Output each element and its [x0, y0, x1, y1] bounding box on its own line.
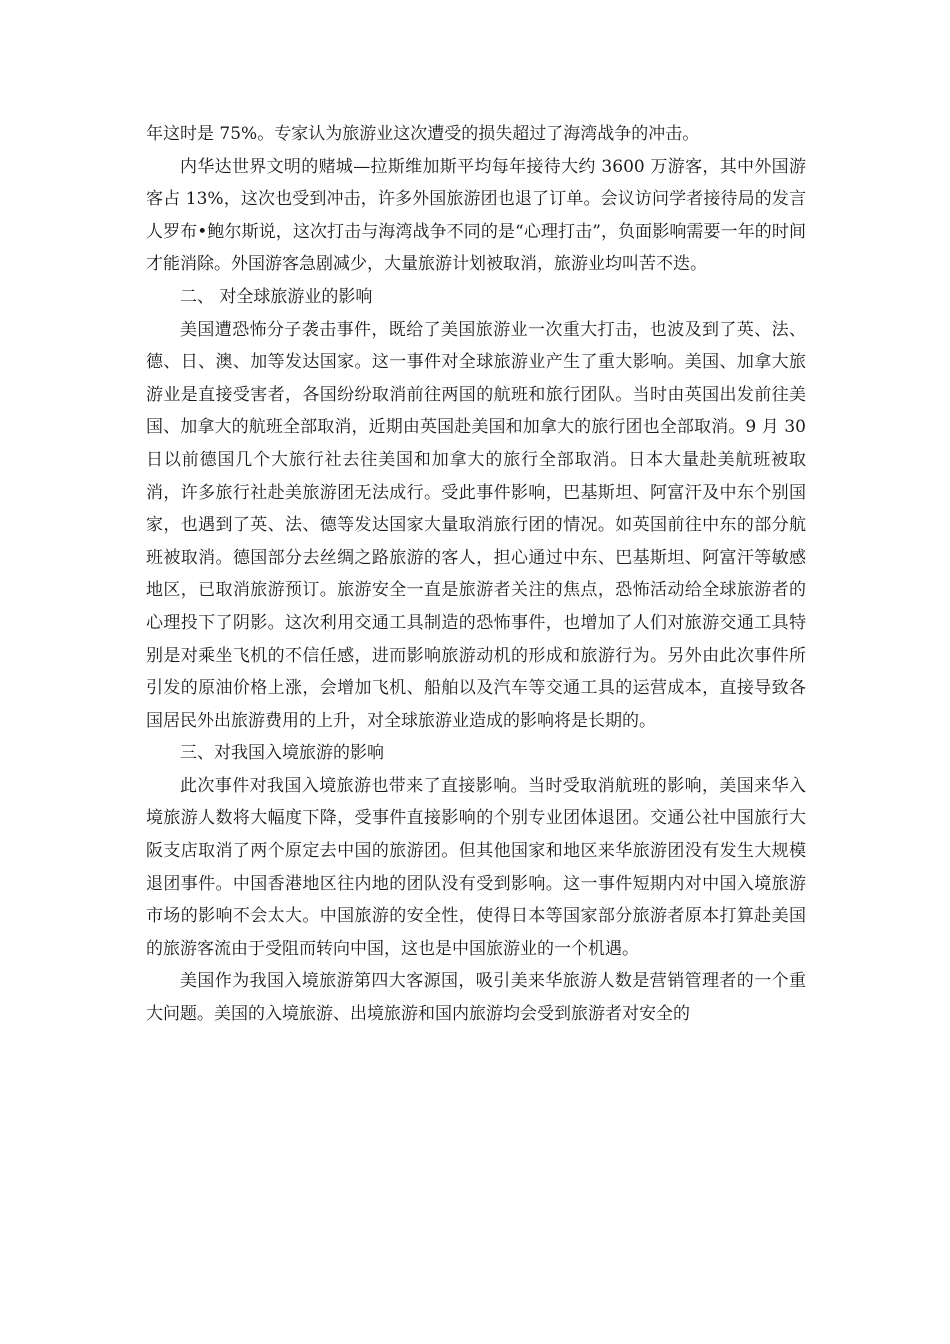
paragraph-global-impact: 美国遭恐怖分子袭击事件，既给了美国旅游业一次重大打击，也波及到了英、法、德、日、澳、加等发达国家。这一事件对全球旅游业产生了重大影响。美国、加拿大旅游业是直接受害者，各国纷纷取消前往两国的航班和旅行团队。当时由英国出发前往美国、加拿大的航班全部取消，近期由英国赴美国和加拿大的旅行团也全部取消。9 月 30 日以前德国几个大旅行社去往美国和加拿大的旅行全部取消。日本大量赴美航班被取消，许多旅行社赴美旅游团无法成行。受此事件影响，巴基斯坦、阿富汗及中东个别国家，也遇到了英、法、德等发达国家大量取消旅行团的情况。如英国前往中东的部分航班被取消。德国部分去丝绸之路旅游的客人，担心通过中东、巴基斯坦、阿富汗等敏感地区，已取消旅游预订。旅游安全一直是旅游者关注的焦点，恐怖活动给全球旅游者的心理投下了阴影。这次利用交通工具制造的恐怖事件，也增加了人们对旅游交通工具特别是对乘坐飞机的不信任感，进而影响旅游动机的形成和旅游行为。另外由此次事件所引发的原油价格上涨，会增加飞机、船舶以及汽车等交通工具的运营成本，直接导致各国居民外出旅游费用的上升，对全球旅游业造成的影响将是长期的。 — [146, 319, 806, 731]
paragraph-continuation: 年这时是 75%。专家认为旅游业这次遭受的损失超过了海湾战争的冲击。 — [146, 124, 700, 144]
paragraph-us-source-market: 美国作为我国入境旅游第四大客源国，吸引美来华旅游人数是营销管理者的一个重大问题。美国的入境旅游、出境旅游和国内旅游均会受到旅游者对安全的 — [146, 971, 806, 1025]
document-page — [146, 118, 806, 1031]
section-heading-global: 二、 对全球旅游业的影响 — [180, 286, 373, 307]
section-heading-china: 三、对我国入境旅游的影响 — [180, 743, 384, 764]
paragraph-las-vegas: 内华达世界文明的赌城—拉斯维加斯平均每年接待大约 3600 万游客，其中外国游客占 13%，这次也受到冲击，许多外国旅游团也退了订单。会议访问学者接待局的发言人罗布•鲍尔斯说，这次打击与海湾战争不同的是“心理打击”，负面影响需要一年的时间才能消除。外国游客急剧减少，大量旅游计划被取消，旅游业均叫苦不迭。 — [146, 156, 806, 275]
paragraph-china-impact: 此次事件对我国入境旅游也带来了直接影响。当时受取消航班的影响，美国来华入境旅游人数将大幅度下降，受事件直接影响的个别专业团体退团。交通公社中国旅行大阪支店取消了两个原定去中国的旅游团。但其他国家和地区来华旅游团没有发生大规模退团事件。中国香港地区往内地的团队没有受到影响。这一事件短期内对中国入境旅游市场的影响不会太大。中国旅游的安全性，使得日本等国家部分旅游者原本打算赴美国的旅游客流由于受阻而转向中国，这也是中国旅游业的一个机遇。 — [146, 775, 806, 959]
